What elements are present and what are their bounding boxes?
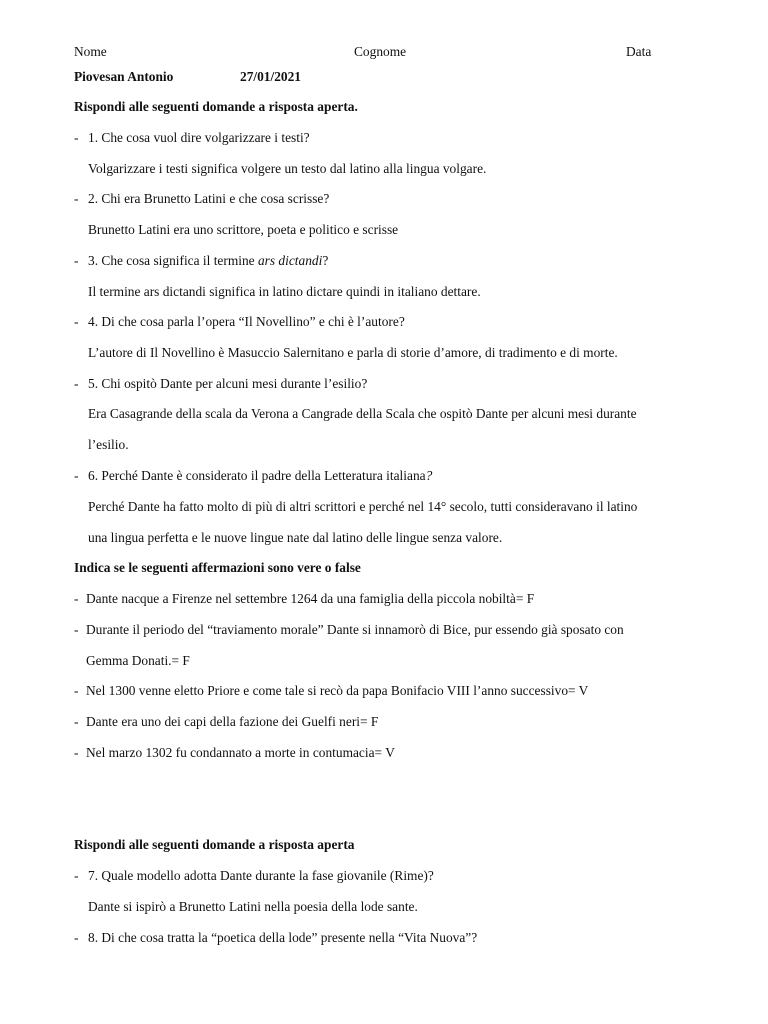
statement-text: Nel 1300 venne eletto Priore e come tale si recò da papa Bonifacio VIII l’anno successivo= V: [86, 683, 589, 698]
data-label: Data: [626, 44, 652, 59]
list-bullet: -: [74, 714, 79, 729]
statement-text: Dante era uno dei capi della fazione dei Guelfi neri= F: [86, 714, 379, 729]
answer-7: Dante si ispirò a Brunetto Latini nella poesia della lode sante.: [88, 899, 418, 914]
answer-3: Il termine ars dictandi significa in latino dictare quindi in italiano dettare.: [88, 284, 481, 299]
question-text: 1. Che cosa vuol dire volgarizzare i testi?: [88, 130, 310, 145]
exam-date: 27/01/2021: [240, 69, 302, 84]
answer-4: L’autore di Il Novellino è Masuccio Salernitano e parla di storie d’amore, di tradimento e di morte.: [88, 345, 618, 360]
nome-label: Nome: [74, 44, 107, 59]
list-bullet: -: [74, 130, 79, 145]
question-text: 8. Di che cosa tratta la “poetica della lode” presente nella “Vita Nuova”?: [88, 930, 478, 945]
section-title-open-questions-2: Rispondi alle seguenti domande a risposta aperta: [74, 837, 355, 852]
question-text-italic: ?: [425, 468, 433, 483]
question-text: 4. Di che cosa parla l’opera “Il Novellino” e chi è l’autore?: [88, 314, 405, 329]
answer-6-line-2: una lingua perfetta e le nuove lingue nate dal latino delle lingue senza valore.: [88, 530, 503, 545]
question-text-italic: ars dictandi: [257, 253, 323, 268]
section-title-true-false: Indica se le seguenti affermazioni sono vere o false: [74, 560, 361, 575]
list-bullet: -: [74, 314, 79, 329]
list-bullet: -: [74, 930, 79, 945]
answer-2: Brunetto Latini era uno scrittore, poeta e politico e scrisse: [88, 222, 399, 237]
list-bullet: -: [74, 468, 79, 483]
question-text: 2. Chi era Brunetto Latini e che cosa scrisse?: [88, 191, 330, 206]
list-bullet: -: [74, 868, 79, 883]
question-text: [88, 253, 328, 269]
answer-1: Volgarizzare i testi significa volgere un testo dal latino alla lingua volgare.: [88, 161, 487, 176]
list-bullet: -: [74, 622, 79, 637]
question-text: 7. Quale modello adotta Dante durante la fase giovanile (Rime)?: [88, 868, 434, 883]
question-text-part: 6. Perché Dante è considerato il padre della Letteratura italiana: [88, 468, 426, 483]
list-bullet: -: [74, 745, 79, 760]
list-bullet: -: [74, 253, 79, 268]
list-bullet: -: [74, 683, 79, 698]
statement-2-line-2: Gemma Donati.= F: [86, 653, 190, 668]
statement-text: Durante il periodo del “traviamento morale” Dante si innamorò di Bice, pur essendo già sposato con: [86, 622, 624, 637]
question-text: 5. Chi ospitò Dante per alcuni mesi durante l’esilio?: [88, 376, 368, 391]
student-name: Piovesan Antonio: [74, 69, 174, 84]
statement-text: Nel marzo 1302 fu condannato a morte in contumacia= V: [86, 745, 395, 760]
list-bullet: -: [74, 191, 79, 206]
statement-text: Dante nacque a Firenze nel settembre 1264 da una famiglia della piccola nobiltà= F: [86, 591, 535, 606]
question-text: [88, 468, 432, 484]
section-title-open-questions: Rispondi alle seguenti domande a risposta aperta.: [74, 99, 358, 114]
question-text-part: 3. Che cosa significa il termine: [88, 253, 258, 268]
question-text-part: ?: [322, 253, 329, 268]
answer-5-line-1: Era Casagrande della scala da Verona a Cangrade della Scala che ospitò Dante per alcuni mesi durante: [88, 406, 637, 421]
list-bullet: -: [74, 591, 79, 606]
list-bullet: -: [74, 376, 79, 391]
answer-5-line-2: l’esilio.: [88, 437, 129, 452]
cognome-label: Cognome: [354, 44, 407, 59]
answer-6-line-1: Perché Dante ha fatto molto di più di altri scrittori e perché nel 14° secolo, tutti consideravano il latino: [88, 499, 638, 514]
